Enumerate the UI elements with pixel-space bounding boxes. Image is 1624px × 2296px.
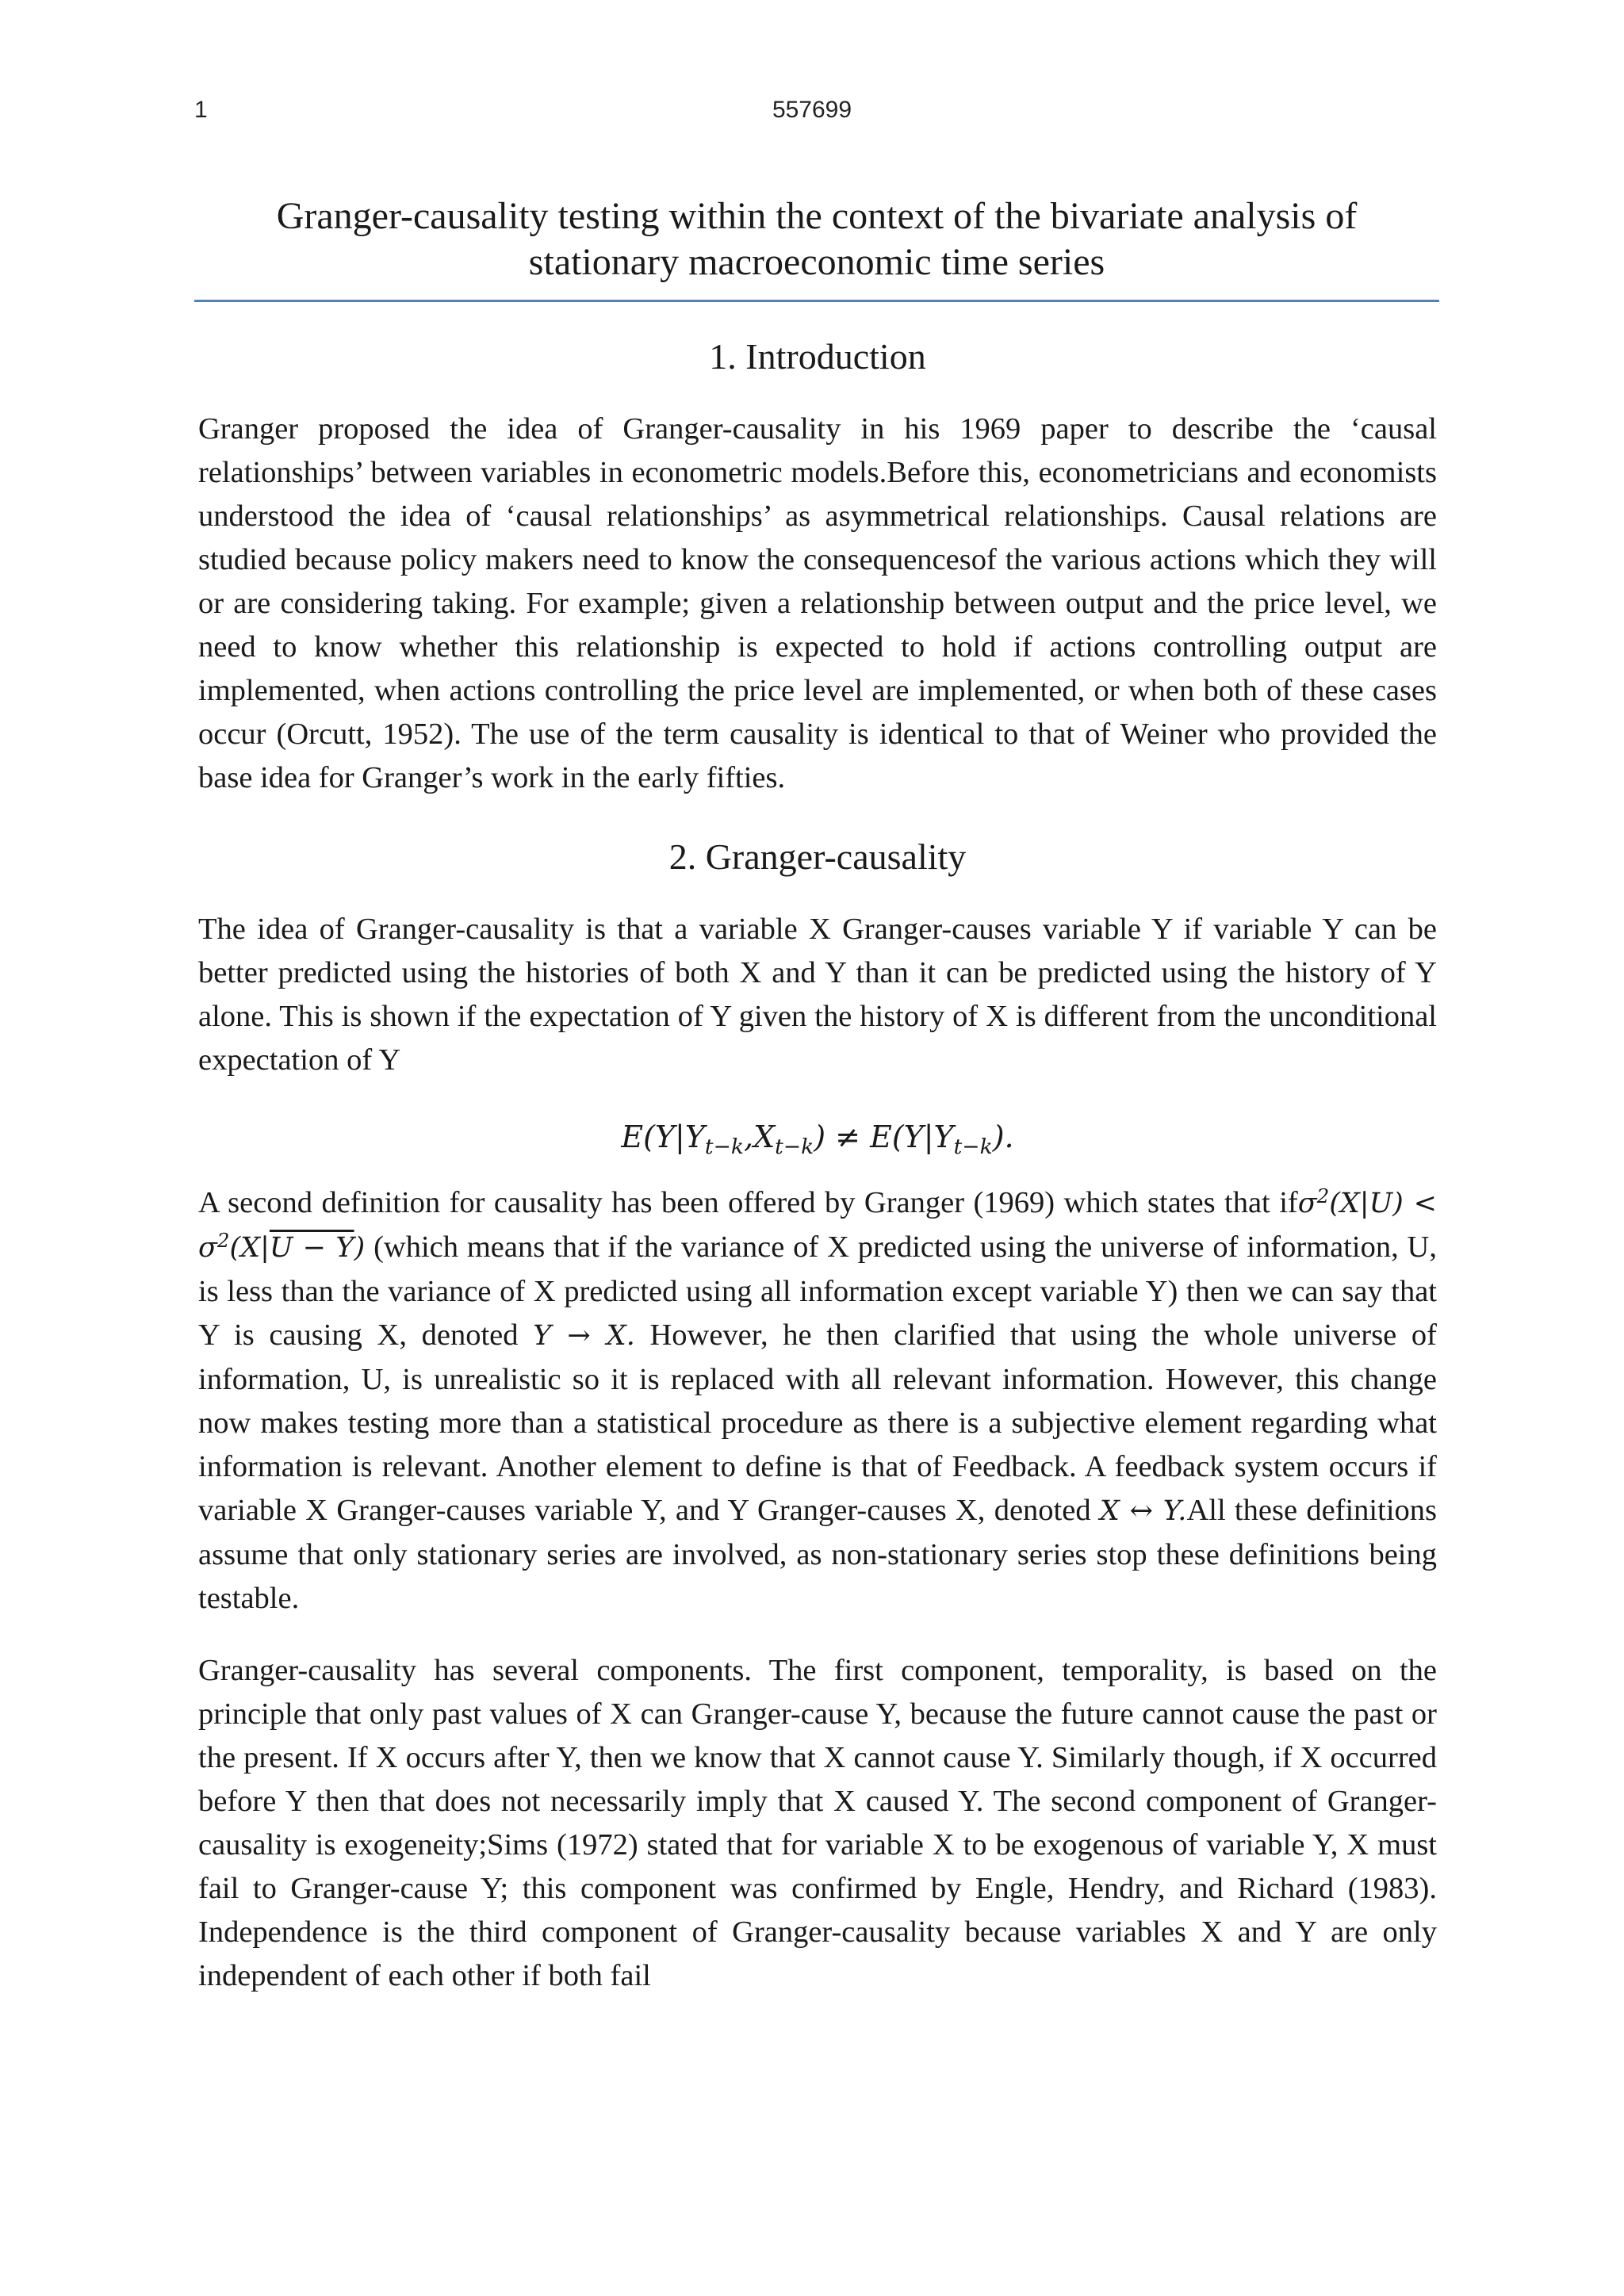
- variance-inequality: $\sigma^2(X|U) < \sigma^2(X|U - Y)$: [198, 1184, 1437, 1264]
- paragraph-2-mid-2: However, he then clarified that using the whole universe of information, U, is unrealistic so it is replaced with all relevant information. However, this change now makes testing more than a statistical procedure as there is a subjective element regarding what information is relevant. Another element to define is that of Feedback. A feedback system occurs if variable X Granger-causes variable Y, and Y Granger-causes X, denoted: [198, 1318, 1437, 1527]
- paragraph-2-mid: (which means that if the variance of X predicted using the universe of information, U, is less than the variance of X predicted using all information except variable Y) then we can say that Y is causing X, denoted: [198, 1230, 1437, 1352]
- paragraph-2-start: A second definition for causality has been offered by Granger (1969) which states that if: [198, 1186, 1298, 1219]
- title-line-1: Granger-causality testing within the context of the bivariate analysis of: [276, 195, 1358, 237]
- page-number: 1: [194, 97, 208, 123]
- paper-body: [198, 333, 1437, 1998]
- paper-title: [194, 193, 1439, 302]
- paragraph-2-end: All these definitions assume that only stationary series are involved, as non-stationary series stop these definitions being testable.: [198, 1494, 1438, 1615]
- granger-paragraph-2: [198, 1181, 1437, 1621]
- page-header: [0, 97, 1624, 136]
- expectation-equation: $E(Y|Y_{t-k},X_{t-k}) \ne E(Y|Y_{t-k})$.: [621, 1119, 1014, 1159]
- granger-paragraph-3: Granger-causality has several components. The first component, temporality, is based on the principle that only past values of X can Granger-cause Y, because the future cannot cause the past or the present. If X occurs after Y, then we know that X cannot cause Y. Similarly though, if X occurred before Y then that does not necessarily imply that X caused Y. The second component of Granger-causality is exogeneity;Sims (1972) stated that for variable X to be exogenous of variable Y, X must fail to Granger-cause Y; this component was confirmed by Engle, Hendry, and Richard (1983). Independence is the third component of Granger-causality because variables X and Y are only independent of each other if both fail: [198, 1654, 1437, 1992]
- feedback-notation: X ↔ Y.: [1099, 1495, 1187, 1527]
- introduction-paragraph: Granger proposed the idea of Granger-causality in his 1969 paper to describe the ‘causal relationships’ between variables in econometric models.Before this, econometricians and economists understood the idea of ‘causal relationships’ as asymmetrical relationships. Causal relations are studied because policy makers need to know the consequencesof the various actions which they will or are considering taking. For example; given a relationship between output and the price level, we need to know whether this relationship is expected to hold if actions controlling output are implemented, when actions controlling the price level are implemented, or when both of these cases occur (Orcutt, 1952). The use of the term causality is identical to that of Weiner who provided the base idea for Granger’s work in the early fifties.: [198, 412, 1437, 794]
- document-id: 557699: [772, 97, 852, 123]
- title-line-2: stationary macroeconomic time series: [528, 241, 1105, 283]
- causes-notation: Y → X.: [533, 1320, 635, 1352]
- section-heading-granger-causality: 2. Granger-causality: [668, 836, 967, 877]
- section-heading-introduction: 1. Introduction: [709, 336, 926, 377]
- granger-paragraph-1: The idea of Granger-causality is that a variable X Granger-causes variable Y if variable Y can be better predicted using the histories of both X and Y than it can be predicted using the history of Y alone. This is shown if the expectation of Y given the history of X is different from the unconditional expectation of Y: [198, 913, 1437, 1077]
